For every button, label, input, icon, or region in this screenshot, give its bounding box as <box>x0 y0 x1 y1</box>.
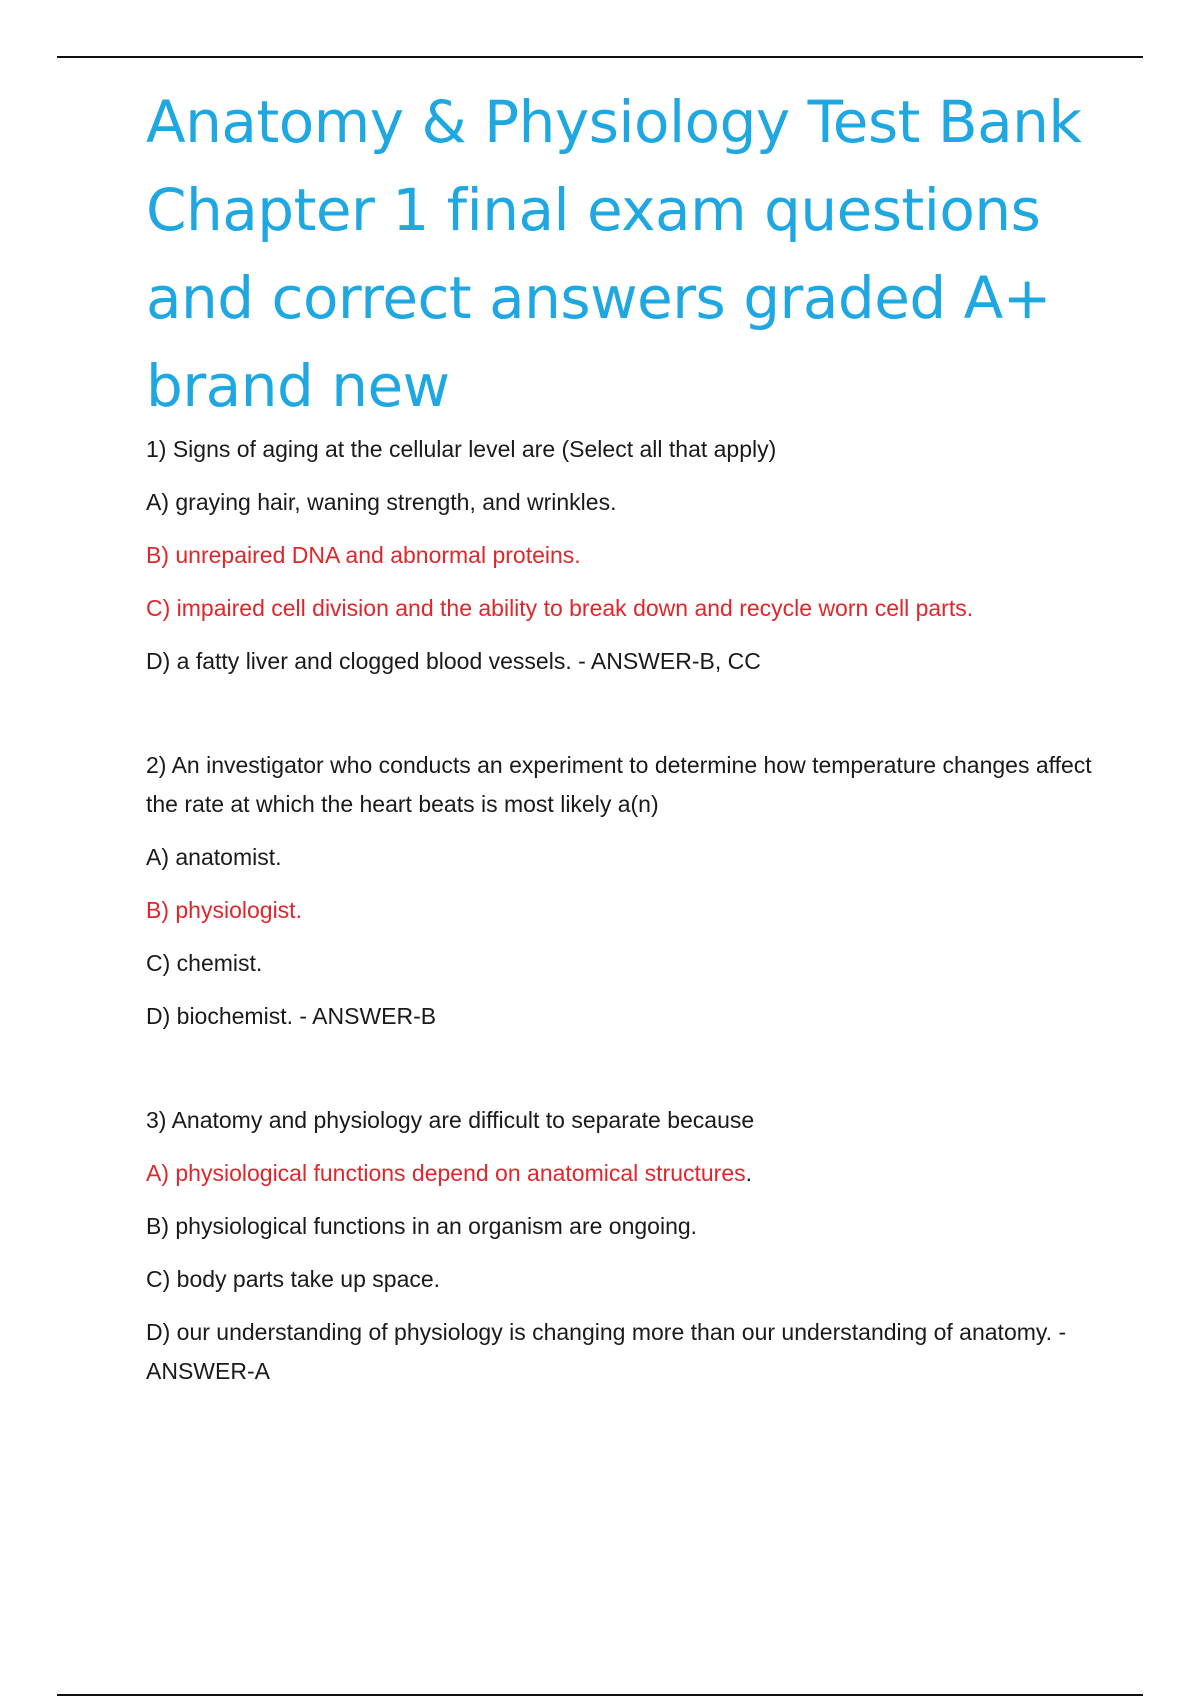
document-title: Anatomy & Physiology Test Bank Chapter 1 final exam questions and correct answers graded A+ brand new <box>146 88 1082 420</box>
question-2 <box>146 746 1106 1036</box>
question-2-option-b-correct: B) physiologist. <box>146 897 302 923</box>
question-3-option-b: B) physiological functions in an organism are ongoing. <box>146 1213 698 1239</box>
question-2-option-a: A) anatomist. <box>146 844 282 870</box>
question-2-prompt: 2) An investigator who conducts an experiment to determine how temperature changes affect the rate at which the heart beats is most likely a(n) <box>146 752 1092 817</box>
question-3 <box>146 1101 1106 1391</box>
spacer <box>146 1050 1106 1101</box>
question-1-option-d-answer: D) a fatty liver and clogged blood vessels. - ANSWER-B, CC <box>146 648 761 674</box>
question-1 <box>146 430 1106 681</box>
document-body <box>146 78 1106 1405</box>
question-2-option-c: C) chemist. <box>146 950 263 976</box>
question-1-option-c-correct: C) impaired cell division and the ability to break down and recycle worn cell parts. <box>146 595 974 621</box>
question-1-option-a: A) graying hair, waning strength, and wrinkles. <box>146 489 617 515</box>
question-3-option-a-correct: A) physiological functions depend on anatomical structures <box>146 1160 746 1186</box>
question-2-option-d-answer: D) biochemist. - ANSWER-B <box>146 1003 437 1029</box>
question-1-prompt: 1) Signs of aging at the cellular level are (Select all that apply) <box>146 436 777 462</box>
question-3-option-c: C) body parts take up space. <box>146 1266 441 1292</box>
question-3-option-a-line <box>146 1154 1106 1193</box>
spacer <box>146 695 1106 746</box>
top-rule <box>57 56 1143 58</box>
question-1-option-b-correct: B) unrepaired DNA and abnormal proteins. <box>146 542 581 568</box>
bottom-rule <box>57 1694 1143 1696</box>
question-3-option-a-period: . <box>745 1160 753 1186</box>
question-3-option-d-answer: D) our understanding of physiology is changing more than our understanding of anatomy. - ANSWER-A <box>146 1319 1067 1384</box>
question-3-prompt: 3) Anatomy and physiology are difficult to separate because <box>146 1107 755 1133</box>
